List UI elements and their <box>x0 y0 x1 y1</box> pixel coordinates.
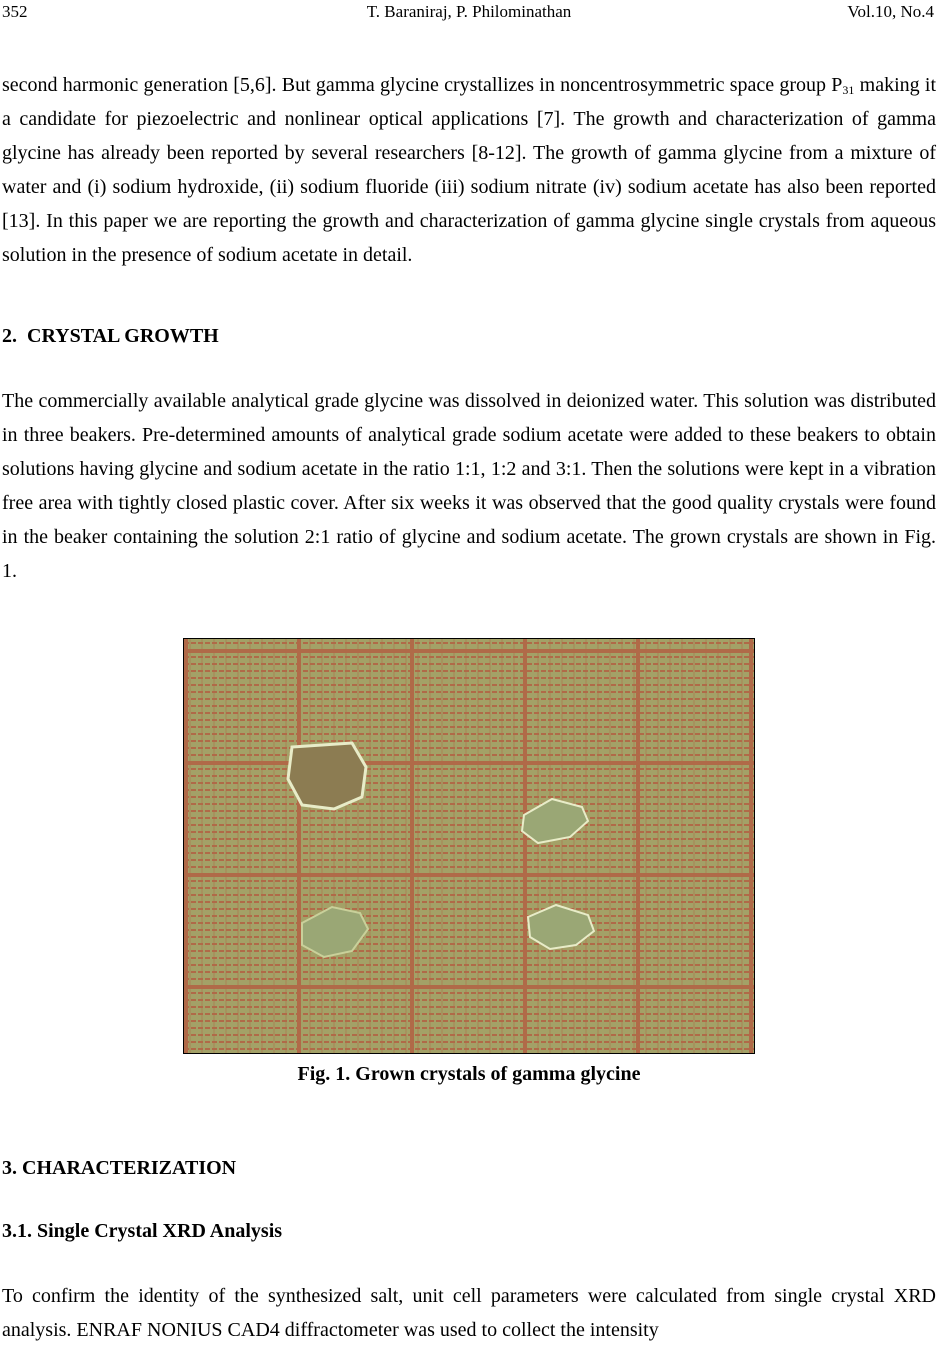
header-authors: T. Baraniraj, P. Philominathan <box>366 2 572 21</box>
intro-paragraph <box>2 68 936 272</box>
section-heading-characterization: 3. CHARACTERIZATION <box>2 1157 237 1179</box>
intro-text-part2: making it a candidate for piezoelectric and nonlinear optical applications [7]. The growth and characterization of gamma glycine has already been reported by several researchers [8-12]. The growth of gamma glycine from a mixture of water and (i) sodium hydroxide, (ii) sodium fluoride (iii) sodium nitrate (iv) sodium acetate has also been reported [13]. In this paper we are reporting the growth and characterization of gamma glycine single crystals from aqueous solution in the presence of sodium acetate in detail. <box>2 74 937 266</box>
header-volume: Vol.10, No.4 <box>847 2 934 21</box>
page-number: 352 <box>2 2 28 21</box>
running-header <box>0 0 938 24</box>
section-heading-crystal-growth: 2. CRYSTAL GROWTH <box>2 325 219 347</box>
crystals-photo-illustration <box>184 639 754 1053</box>
space-group-subscript: 31 <box>842 83 855 97</box>
subsection-heading-xrd: 3.1. Single Crystal XRD Analysis <box>2 1220 283 1242</box>
crystal-1 <box>288 743 366 809</box>
crystal-growth-paragraph: The commercially available analytical grade glycine was dissolved in deionized water. This solution was distributed in three beakers. Pre-determined amounts of analytical grade sodium acetate were added to these beakers to obtain solutions having glycine and sodium acetate in the ratio 1:1, 1:2 and 3:1. Then the solutions were kept in a vibration free area with tightly closed plastic cover. After six weeks it was observed that the good quality crystals were found in the beaker containing the solution 2:1 ratio of glycine and sodium acetate. The grown crystals are shown in Fig. 1. <box>2 390 936 582</box>
xrd-paragraph: To confirm the identity of the synthesized salt, unit cell parameters were calculated from single crystal XRD analysis. ENRAF NONIUS CAD4 diffractometer was used to collect the intensity <box>2 1285 936 1341</box>
figure-caption: Fig. 1. Grown crystals of gamma glycine <box>297 1063 641 1085</box>
figure-crystals-photo <box>183 638 755 1054</box>
intro-text-part1: second harmonic generation [5,6]. But gamma glycine crystallizes in noncentrosymmetric space group P <box>2 74 843 96</box>
